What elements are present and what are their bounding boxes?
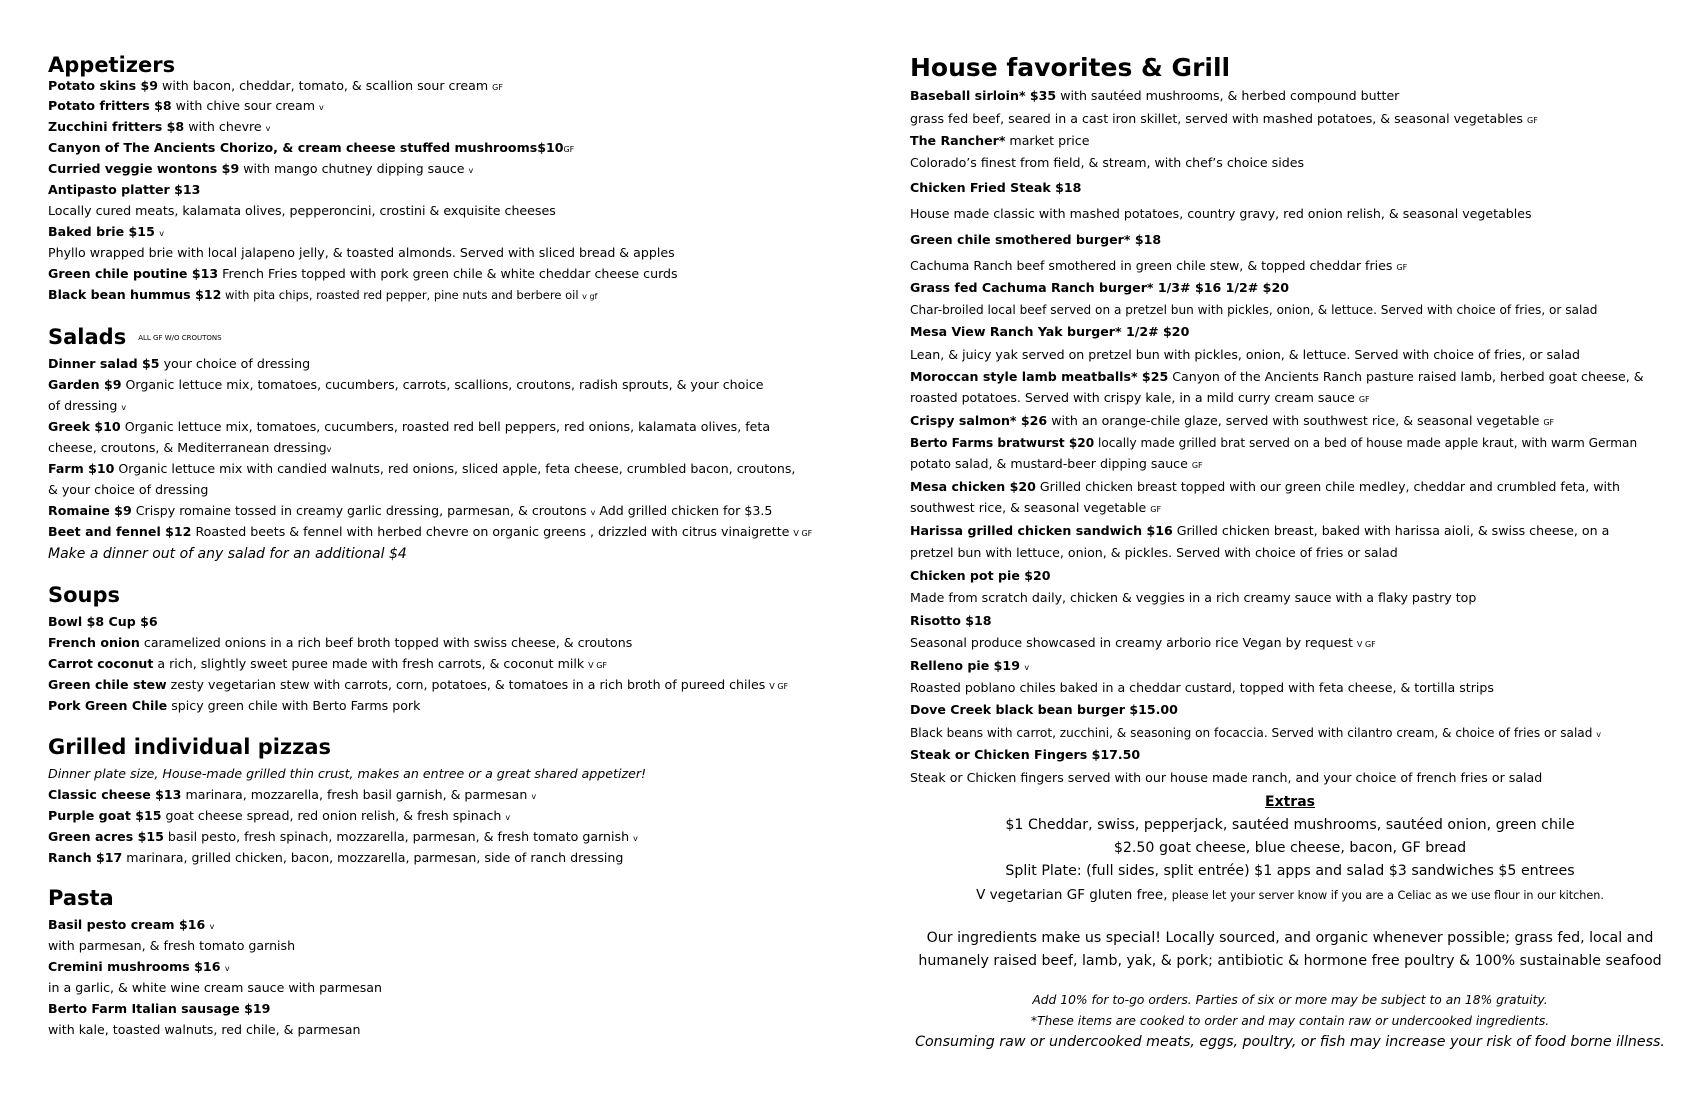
menu-item-desc: House made classic with mashed potatoes, country gravy, red onion relish, & seasonal vegetables <box>910 206 1532 221</box>
menu-item: Dove Creek black bean burger $15.00 <box>910 702 1178 717</box>
menu-item-desc: southwest rice, & seasonal vegetable GF <box>910 500 1162 515</box>
menu-item: Romaine $9 Crispy romaine tossed in creamy garlic dressing, parmesan, & croutons v Add grilled chicken for $3.5 <box>48 503 773 518</box>
menu-item: Mesa View Ranch Yak burger* 1/2# $20 <box>910 324 1190 339</box>
menu-item: French onion caramelized onions in a rich beef broth topped with swiss cheese, & croutons <box>48 635 633 650</box>
house-favorites-heading: House favorites & Grill <box>910 53 1231 82</box>
menu-item: Moroccan style lamb meatballs* $25 Canyon of the Ancients Ranch pasture raised lamb, herbed goat cheese, & <box>910 369 1644 384</box>
menu-item: Curried veggie wontons $9 with mango chutney dipping sauce v <box>48 161 474 176</box>
menu-item: Berto Farm Italian sausage $19 <box>48 1001 271 1016</box>
menu-item: Dinner salad $5 your choice of dressing <box>48 356 311 371</box>
extras-heading: Extras <box>1265 794 1315 810</box>
menu-item-desc: Locally cured meats, kalamata olives, pepperoncini, crostini & exquisite cheeses <box>48 203 556 218</box>
extras-line: $1 Cheddar, swiss, pepperjack, sautéed mushrooms, sautéed onion, green chile <box>1005 817 1575 833</box>
footnote: *These items are cooked to order and may contain raw or undercooked ingredients. <box>1030 1014 1550 1028</box>
menu-item: Garden $9 Organic lettuce mix, tomatoes, cucumbers, carrots, scallions, croutons, radish sprouts, & your choice <box>48 377 764 392</box>
menu-item: Baseball sirloin* $35 with sautéed mushrooms, & herbed compound butter <box>910 88 1400 103</box>
menu-item: Pork Green Chile spicy green chile with Berto Farms pork <box>48 698 421 713</box>
menu-item-desc: Colorado’s finest from field, & stream, with chef’s choice sides <box>910 155 1305 170</box>
menu-item-desc: cheese, croutons, & Mediterranean dressingv <box>48 440 332 455</box>
menu-item: Beet and fennel $12 Roasted beets & fennel with herbed chevre on organic greens , drizzled with citrus vinaigrette V GF <box>48 524 813 539</box>
menu-item: Antipasto platter $13 <box>48 182 201 197</box>
menu-item: Zucchini fritters $8 with chevre v <box>48 119 271 134</box>
pizzas-heading: Grilled individual pizzas <box>48 735 332 759</box>
menu-item: Chicken pot pie $20 <box>910 568 1051 583</box>
menu-item: Green chile smothered burger* $18 <box>910 232 1162 247</box>
menu-item: Berto Farms bratwurst $20 locally made grilled brat served on a bed of house made apple kraut, with warm German <box>910 436 1638 450</box>
menu-item-desc: Made from scratch daily, chicken & veggies in a rich creamy sauce with a flaky pastry top <box>910 590 1477 605</box>
menu-item-desc: & your choice of dressing <box>48 482 209 497</box>
menu-item-desc: of dressing v <box>48 398 127 413</box>
menu-item-desc: grass fed beef, seared in a cast iron skillet, served with mashed potatoes, & seasonal vegetables GF <box>910 111 1538 126</box>
footnote: Add 10% for to-go orders. Parties of six or more may be subject to an 18% gratuity. <box>1032 993 1548 1007</box>
menu-item: Potato skins $9 with bacon, cheddar, tomato, & scallion sour cream GF <box>48 78 503 93</box>
menu-item-desc: with kale, toasted walnuts, red chile, & parmesan <box>48 1022 361 1037</box>
salads-footer: Make a dinner out of any salad for an additional $4 <box>48 546 407 562</box>
menu-item: Greek $10 Organic lettuce mix, tomatoes, cucumbers, roasted red bell peppers, red onions, kalamata olives, feta <box>48 419 771 434</box>
menu-item: Black bean hummus $12 with pita chips, roasted red pepper, pine nuts and berbere oil v gf <box>48 287 598 302</box>
soups-heading: Soups <box>48 583 121 607</box>
menu-item: Steak or Chicken Fingers $17.50 <box>910 747 1141 762</box>
menu-item: Baked brie $15 v <box>48 224 164 239</box>
menu-item: Canyon of The Ancients Chorizo, & cream cheese stuffed mushrooms$10GF <box>48 140 575 155</box>
menu-item: Purple goat $15 goat cheese spread, red onion relish, & fresh spinach v <box>48 808 511 823</box>
menu-item: Green chile poutine $13 French Fries topped with pork green chile & white cheddar cheese curds <box>48 266 678 281</box>
salads-heading: Salads ALL GF W/O CROUTONS <box>48 325 222 349</box>
menu-item: Harissa grilled chicken sandwich $16 Grilled chicken breast, baked with harissa aioli, & swiss cheese, on a <box>910 523 1610 538</box>
ingredients-line: humanely raised beef, lamb, yak, & pork; antibiotic & hormone free poultry & 100% sustainable seafood <box>918 953 1662 969</box>
menu-item-desc: Black beans with carrot, zucchini, & seasoning on focaccia. Served with cilantro cream, & choice of fries or salad v <box>910 726 1601 740</box>
menu-item: Chicken Fried Steak $18 <box>910 180 1082 195</box>
menu-item-desc: Lean, & juicy yak served on pretzel bun with pickles, onion, & lettuce. Served with choice of fries, or salad <box>910 347 1580 362</box>
menu-item: Cremini mushrooms $16 v <box>48 959 230 974</box>
menu-item-desc: Phyllo wrapped brie with local jalapeno jelly, & toasted almonds. Served with sliced bread & apples <box>48 245 675 260</box>
menu-item-desc: Steak or Chicken fingers served with our house made ranch, and your choice of french fries or salad <box>910 770 1543 785</box>
menu-item: Potato fritters $8 with chive sour cream v <box>48 98 324 113</box>
menu-item: Risotto $18 <box>910 613 992 628</box>
pasta-heading: Pasta <box>48 886 114 910</box>
salads-note: ALL GF W/O CROUTONS <box>138 334 222 342</box>
menu-item: Grass fed Cachuma Ranch burger* 1/3# $16 1/2# $20 <box>910 280 1289 295</box>
menu-item: The Rancher* market price <box>910 133 1090 148</box>
menu-item: Farm $10 Organic lettuce mix with candied walnuts, red onions, sliced apple, feta cheese, crumbled bacon, croutons, <box>48 461 796 476</box>
menu-item-desc: Seasonal produce showcased in creamy arborio rice Vegan by request V GF <box>910 635 1376 650</box>
menu-item-desc: Char-broiled local beef served on a pretzel bun with pickles, onion, & lettuce. Served with choice of fries, or salad <box>910 303 1598 317</box>
menu-item: Basil pesto cream $16 v <box>48 917 215 932</box>
menu-item-desc: potato salad, & mustard-beer dipping sauce GF <box>910 456 1203 471</box>
menu-item-desc: Roasted poblano chiles baked in a cheddar custard, topped with feta cheese, & tortilla strips <box>910 680 1494 695</box>
menu-item: Classic cheese $13 marinara, mozzarella, fresh basil garnish, & parmesan v <box>48 787 537 802</box>
ingredients-line: Our ingredients make us special! Locally sourced, and organic whenever possible; grass fed, local and <box>926 930 1654 946</box>
menu-item-desc: in a garlic, & white wine cream sauce with parmesan <box>48 980 383 995</box>
food-warning: Consuming raw or undercooked meats, eggs, poultry, or fish may increase your risk of food borne illness. <box>915 1034 1665 1050</box>
menu-item-desc: roasted potatoes. Served with crispy kale, in a mild curry cream sauce GF <box>910 390 1370 405</box>
menu-item: Green chile stew zesty vegetarian stew with carrots, corn, potatoes, & tomatoes in a rich broth of pureed chiles V GF <box>48 677 789 692</box>
menu-item-desc: Cachuma Ranch beef smothered in green chile stew, & topped cheddar fries GF <box>910 258 1408 273</box>
menu-item: Carrot coconut a rich, slightly sweet puree made with fresh carrots, & coconut milk V GF <box>48 656 607 671</box>
appetizers-heading: Appetizers <box>48 53 176 77</box>
menu-item: Relleno pie $19 v <box>910 658 1030 673</box>
diet-legend: V vegetarian GF gluten free, please let your server know if you are a Celiac as we use flour in our kitchen. <box>976 887 1604 903</box>
extras-line: Split Plate: (full sides, split entrée) $1 apps and salad $3 sandwiches $5 entrees <box>1005 863 1575 879</box>
pizzas-subtitle: Dinner plate size, House-made grilled thin crust, makes an entree or a great shared appetizer! <box>48 766 647 781</box>
extras-line: $2.50 goat cheese, blue cheese, bacon, GF bread <box>1113 840 1467 856</box>
menu-item: Green acres $15 basil pesto, fresh spinach, mozzarella, parmesan, & fresh tomato garnish v <box>48 829 638 844</box>
soups-prices: Bowl $8 Cup $6 <box>48 614 158 629</box>
menu-item-desc: pretzel bun with lettuce, onion, & pickles. Served with choice of fries or salad <box>910 545 1398 560</box>
menu-item: Ranch $17 marinara, grilled chicken, bacon, mozzarella, parmesan, side of ranch dressing <box>48 850 624 865</box>
menu-item-desc: with parmesan, & fresh tomato garnish <box>48 938 296 953</box>
menu-item: Crispy salmon* $26 with an orange-chile glaze, served with southwest rice, & seasonal vegetable GF <box>910 413 1555 428</box>
menu-item: Mesa chicken $20 Grilled chicken breast topped with our green chile medley, cheddar and crumbled feta, with <box>910 479 1620 494</box>
